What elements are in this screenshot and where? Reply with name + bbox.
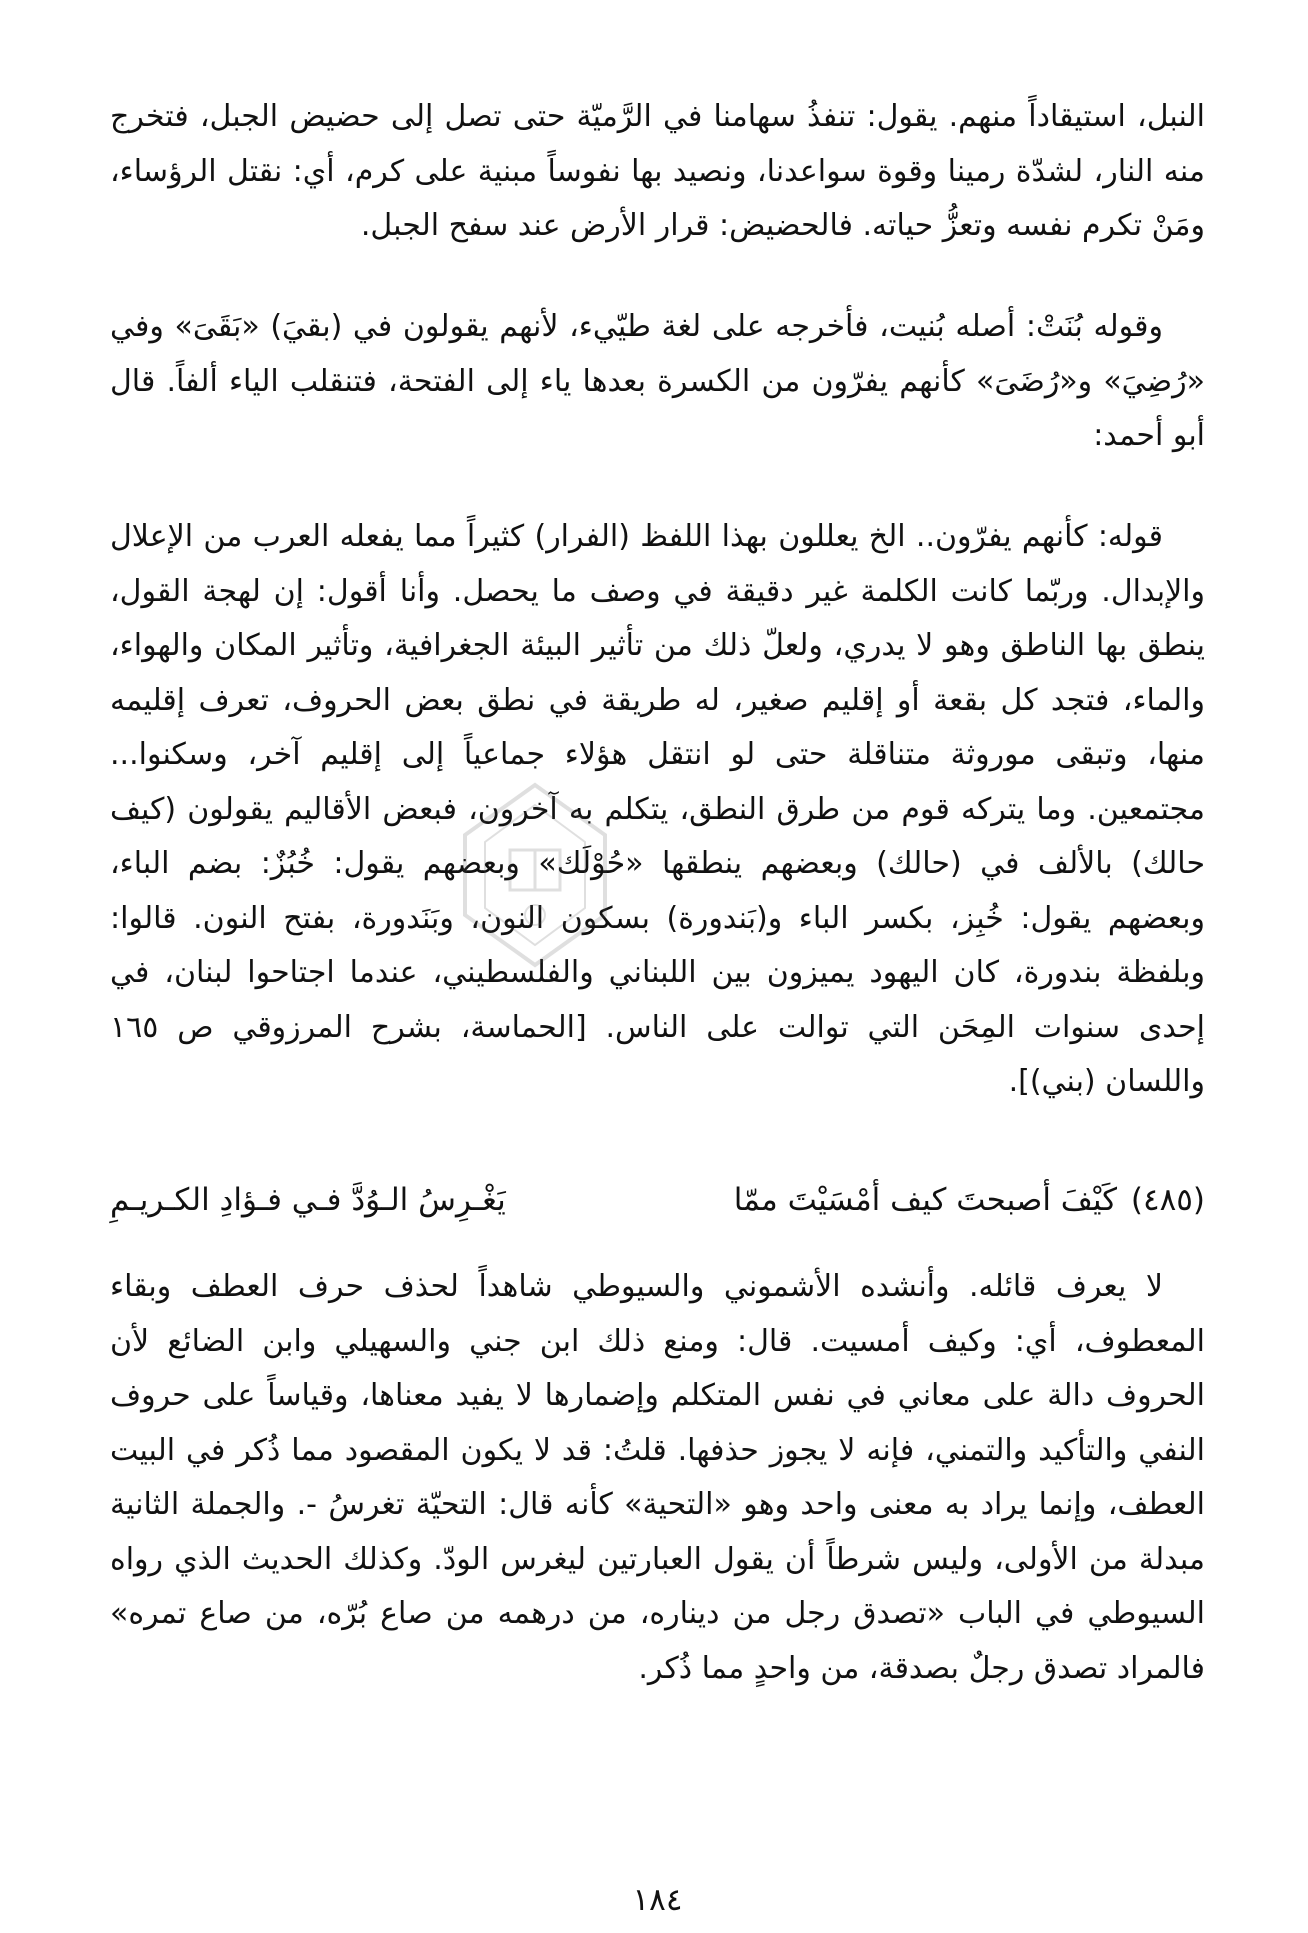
paragraph-commentary-3: قوله: كأنهم يفرّون.. الخ يعللون بهذا اللفظ (الفرار) كثيراً مما يفعله العرب من الإعلال والإبدال. وربّما كانت الكلمة غير دقيقة في وصف ما يحصل. وأنا أقول: إن لهجة القول، ينطق بها الناطق وهو لا يدري، ولعلّ ذلك من تأثير البيئة الجغرافية، وتأثير المكان والهواء، والماء، فتجد كل بقعة أو إقليم صغير، له طريقة في نطق بعض الحروف، تعرف إقليمه منها، وتبقى موروثة متناقلة حتى لو انتقل هؤلاء جماعياً إلى إقليم آخر، وسكنوا... مجتمعين. وما يتركه قوم من طرق النطق، يتكلم به آخرون، فبعض الأقاليم يقولون (كيف حالك) بالألف في (حالك) وبعضهم ينطقها «حُوْلَك» وبعضهم يقول: خُبُزٌ: بضم الباء، وبعضهم يقول: خُبِز، بكسر الباء و(بَندورة) بسكون النون، وبَنَدورة، بفتح النون. قالوا: وبلفظة بندورة، كان اليهود يميزون بين اللبناني والفلسطيني، عندما اجتاحوا لبنان، في إحدى سنوات المِحَن التي توالت على الناس. [الحماسة، بشرح المرزوقي ص ١٦٥ واللسان (بني)]. — [110, 519, 1205, 1099]
paragraph-commentary-1: النبل، استيقاداً منهم. يقول: تنفذُ سهامنا في الرَّميّة حتى تصل إلى حضيض الجبل، فتخرج منه النار، لشدّة رمينا وقوة سواعدنا، ونصيد بها نفوساً مبنية على كرم، أي: نقتل الرؤساء، ومَنْ تكرم نفسه وتعزُّ حياته. فالحضيض: قرار الأرض عند سفح الجبل. — [110, 99, 1205, 243]
verse-second-hemistich: يَغْـرِسُ الـوُدَّ فـي فـؤادِ الكـريـمِ — [110, 1182, 506, 1218]
paragraph-commentary-2: وقوله بُنَتْ: أصله بُنيت، فأخرجه على لغة طيّيء، لأنهم يقولون في (بقيَ) «بَقَىَ» وفي «رُضِيَ» و«رُضَىَ» كأنهم يفرّون من الكسرة بعدها ياء إلى الفتحة، فتنقلب الياء ألفاً. قال أبو أحمد: — [110, 309, 1205, 453]
paragraph-commentary-4: لا يعرف قائله. وأنشده الأشموني والسيوطي شاهداً لحذف حرف العطف وبقاء المعطوف، أي: وكيف أمسيت. قال: ومنع ذلك ابن جني والسهيلي وابن الضائع لأن الحروف دالة على معاني في نفس المتكلم وإضمارها لا يفيد معناها، وقياساً على حروف النفي والتأكيد والتمني، فإنه لا يجوز حذفها. قلتُ: قد لا يكون المقصود مما ذُكر في البيت العطف، وإنما يراد به معنى واحد وهو «التحية» كأنه قال: التحيّة تغرسُ -. والجملة الثانية مبدلة من الأولى، وليس شرطاً أن يقول العبارتين ليغرس الودّ. وكذلك الحديث الذي رواه السيوطي في الباب «تصدق رجل من ديناره، من درهمه من صاع بُرّه، من صاع تمره» فالمراد تصدق رجلٌ بصدقة، من واحدٍ مما ذُكر. — [110, 1269, 1205, 1686]
verse-number: (٤٨٥) — [1130, 1182, 1205, 1218]
poem-verse — [110, 1170, 1205, 1230]
library-seal-watermark-icon — [455, 780, 615, 970]
book-page — [110, 90, 1205, 1918]
page-number: ١٨٤ — [632, 1882, 683, 1918]
verse-first-hemistich: كَيْفَ أصبحتَ كيف أمْسَيْتَ ممّا — [733, 1182, 1117, 1218]
